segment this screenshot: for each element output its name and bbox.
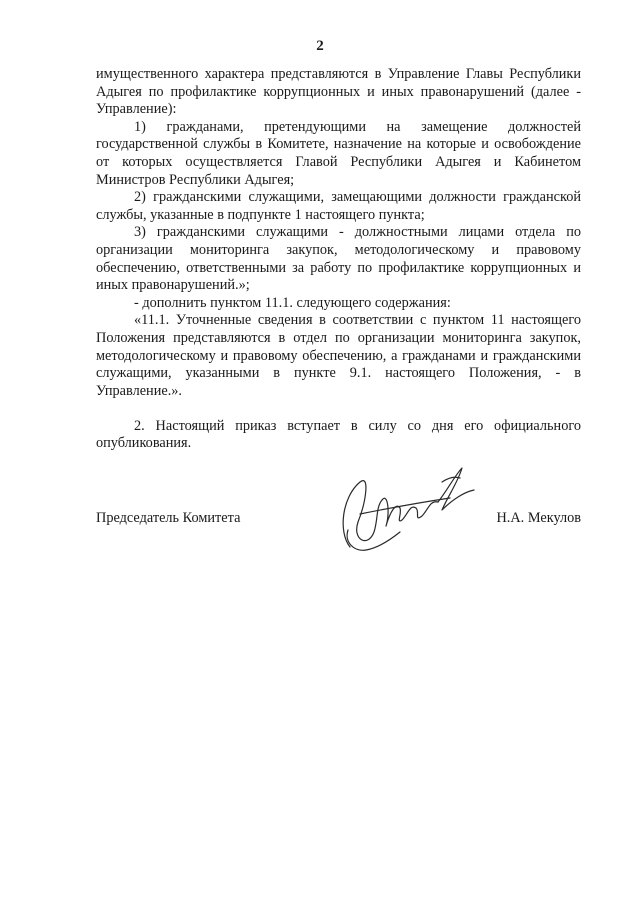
signatory-position: Председатель Комитета xyxy=(96,510,241,526)
handwritten-signature xyxy=(330,452,480,562)
signature-block xyxy=(96,510,581,530)
paragraph-item-2: 2) гражданскими служащими, замещающими должности гражданской службы, указанные в подпункте 1 настоящего пункта; xyxy=(96,189,581,223)
paragraph-effective-date: 2. Настоящий приказ вступает в силу со дня его официального опубликования. xyxy=(96,417,581,452)
paragraph-clause-11-1: «11.1. Уточненные сведения в соответствии с пунктом 11 настоящего Положения представляются в отдел по организации мониторинга закупок, методологическому и правовому обеспечению, а гражданами и гражданскими служащими, указанными в пункте 9.1. настоящего Положения, - в Управление.». xyxy=(96,312,581,399)
paragraph-continuation: имущественного характера представляются в Управление Главы Республики Адыгея по профилактике коррупционных и иных правонарушений (далее - Управление): xyxy=(96,66,581,118)
signatory-name: Н.А. Мекулов xyxy=(496,510,581,526)
document-body xyxy=(96,66,581,453)
paragraph-item-3: 3) гражданскими служащими - должностными лицами отдела по организации мониторинга закупок, методологическому и правовому обеспечению, ответственными за работу по профилактике коррупционных и иных правонарушений.»; xyxy=(96,224,581,294)
page-number: 2 xyxy=(316,38,324,54)
paragraph-item-1: 1) гражданами, претендующими на замещение должностей государственной службы в Комитете, назначение на которые и освобождение от которых осуществляется Главой Республики Адыгея и Кабинетом Министров Республики Адыгея; xyxy=(96,118,581,188)
paragraph-amendment-intro: - дополнить пунктом 11.1. следующего содержания: xyxy=(134,294,451,311)
